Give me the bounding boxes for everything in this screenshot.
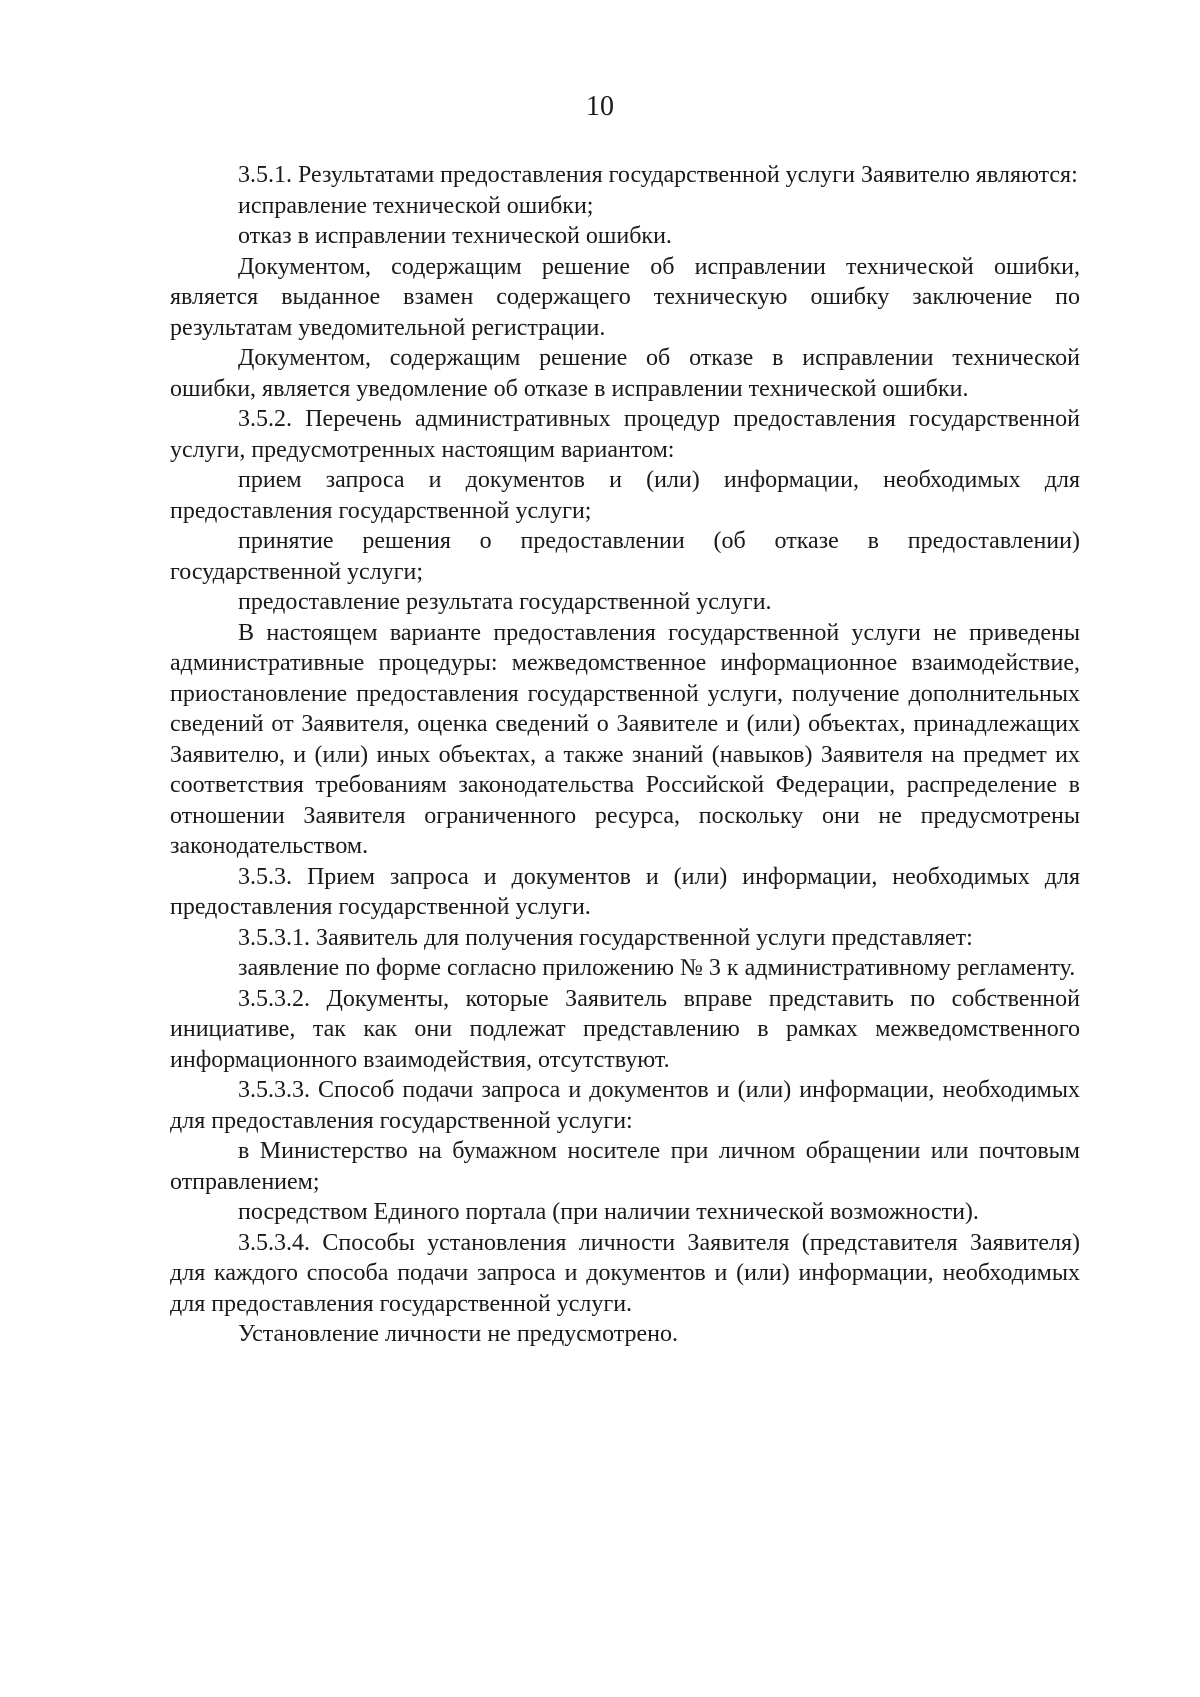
paragraph: 3.5.3. Прием запроса и документов и (или) информации, необходимых для предоставления государственной услуги. <box>170 863 1080 920</box>
document-body <box>170 160 1080 1350</box>
paragraph: принятие решения о предоставлении (об отказе в предоставлении) государственной услуги; <box>170 528 1080 585</box>
paragraph: Установление личности не предусмотрено. <box>238 1321 679 1347</box>
paragraph: прием запроса и документов и (или) информации, необходимых для предоставления государственной услуги; <box>170 467 1080 524</box>
paragraph: 3.5.3.4. Способы установления личности Заявителя (представителя Заявителя) для каждого способа подачи запроса и документов и (или) информации, необходимых для предоставления государственной услуги. <box>170 1229 1080 1317</box>
paragraph: посредством Единого портала (при наличии технической возможности). <box>238 1199 979 1225</box>
paragraph: Документом, содержащим решение об исправлении технической ошибки, является выданное взамен содержащего техническую ошибку заключение по результатам уведомительной регистрации. <box>170 253 1080 341</box>
paragraph: 3.5.2. Перечень административных процедур предоставления государственной услуги, предусмотренных настоящим вариантом: <box>170 406 1080 463</box>
paragraph: 3.5.3.1. Заявитель для получения государственной услуги представляет: <box>238 924 973 951</box>
paragraph: в Министерство на бумажном носителе при личном обращении или почтовым отправлением; <box>170 1138 1080 1195</box>
paragraph: отказ в исправлении технической ошибки. <box>238 223 672 249</box>
paragraph: заявление по форме согласно приложению № 3 к административному регламенту. <box>238 955 1076 981</box>
paragraph: 3.5.3.2. Документы, которые Заявитель вправе представить по собственной инициативе, так как они подлежат представлению в рамках межведомственного информационного взаимодействия, отсутствуют. <box>170 985 1080 1073</box>
page-number: 10 <box>586 91 614 122</box>
paragraph: исправление технической ошибки; <box>238 192 594 219</box>
paragraph: предоставление результата государственной услуги. <box>238 589 772 615</box>
paragraph: 3.5.3.3. Способ подачи запроса и документов и (или) информации, необходимых для предоставления государственной услуги: <box>170 1077 1080 1134</box>
paragraph: 3.5.1. Результатами предоставления государственной услуги Заявителю являются: <box>238 162 1078 188</box>
paragraph: Документом, содержащим решение об отказе в исправлении технической ошибки, является уведомление об отказе в исправлении технической ошибки. <box>170 345 1080 402</box>
paragraph: В настоящем варианте предоставления государственной услуги не приведены административные процедуры: межведомственное информационное взаимодействие, приостановление предоставления государственной услуги, получение дополнительных сведений от Заявителя, оценка сведений о Заявителе и (или) объектах, принадлежащих Заявителю, и (или) иных объектах, а также знаний (навыков) Заявителя на предмет их соответствия требованиям законодательства Российской Федерации, распределение в отношении Заявителя ограниченного ресурса, поскольку они не предусмотрены законодательством. <box>170 619 1080 859</box>
